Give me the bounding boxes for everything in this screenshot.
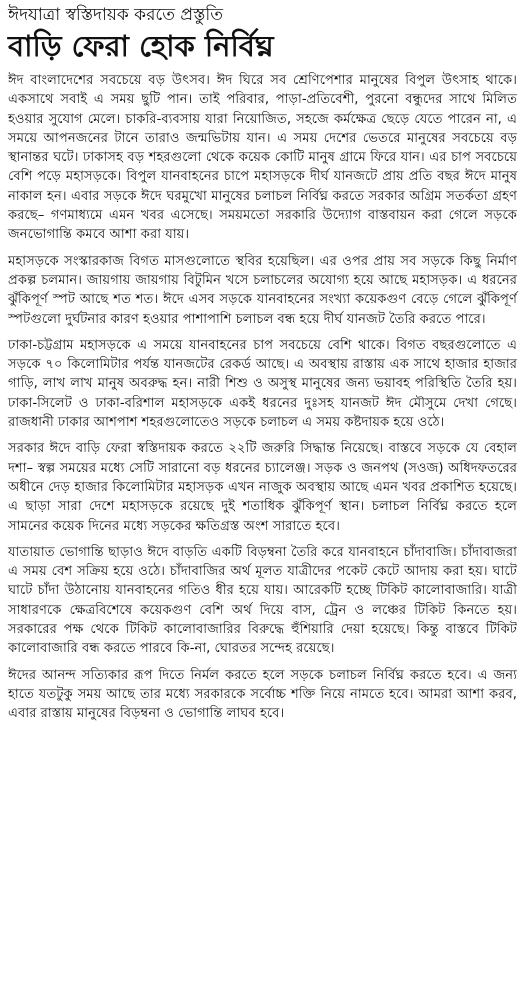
article-paragraph: ঢাকা-চট্টগ্রাম মহাসড়কে এ সময়ে যানবাহনের চাপ সবচেয়ে বেশি থাকে। বিগত বছরগুলোতে এ সড়কে ৭০ কিলোমিটার পর্যন্ত যানজটের রেকর্ড আছে। এ অবস্থায় রাস্তায় এক সাথে হাজার হাজার গাড়ি, লাখ লাখ মানুষ অবরুদ্ধ হন। নারী শিশু ও অসুস্থ মানুষের জন্য ভয়াবহ পরিস্থিতি তৈরি হয়। ঢাকা-সিলেট ও ঢাকা-বরিশাল মহাসড়কে একই ধরনের দুঃসহ যানজট ঈদ মৌসুমে দেখা গেছে। রাজধানী ঢাকার আশপাশ শহরগুলোতেও সড়কে চলাচল এ সময় কষ্টদায়ক হয়ে ওঠে। [8, 337, 517, 431]
article-body [8, 71, 517, 724]
article-paragraph: মহাসড়কে সংস্কারকাজ বিগত মাসগুলোতে স্থবির হয়েছিল। এর ওপর প্রায় সব সড়কে কিছু নির্মাণ প্রকল্প চলমান। জায়গায় জায়গায় বিটুমিন খসে চলাচলের অযোগ্য হয়ে আছে মহাসড়ক। এ ধরনের ঝুঁকিপূর্ণ স্পট আছে শত শত। ঈদে এসব সড়কে যানবাহনের সংখ্যা কয়েকগুণ বেড়ে গেলে ঝুঁকিপূর্ণ স্পটগুলো দুর্ঘটনার কারণ হওয়ার পাশাপাশি চলাচল বন্ধ হয়ে দীর্ঘ যানজট তৈরি করতে পারে। [8, 253, 517, 327]
article-headline: বাড়ি ফেরা হোক নির্বিঘ্ন [8, 29, 274, 63]
article-paragraph: ঈদ বাংলাদেশের সবচেয়ে বড় উৎসব। ঈদ ঘিরে সব শ্রেণিপেশার মানুষের বিপুল উৎসাহ থাকে। একসাথে সবাই এ সময় ছুটি পান। তাই পরিবার, পাড়া-প্রতিবেশী, পুরনো বন্ধুদের সাথে মিলিত হওয়ার সুযোগ মেলে। চাকরি-ব্যবসায় যারা নিয়োজিত, সহজে কর্মক্ষেত্র ছেড়ে যেতে পারেন না, এ সময়ে আপনজনের টানে তারাও জন্মভিটায় যান। এ সময় দেশের ভেতরে মানুষের সবচেয়ে বড় স্থানান্তর ঘটে। ঢাকাসহ বড় শহরগুলো থেকে কয়েক কোটি মানুষ গ্রামে ফিরে যান। এর চাপ সবচেয়ে বেশি পড়ে মহাসড়কে। বিপুল যানবাহনের চাপে মহাসড়কে দীর্ঘ যানজটে প্রায় প্রতি বছর ঈদে মানুষ নাকাল হন। এবার সড়কে ঈদে ঘরমুখো মানুষের চলাচল নির্বিঘ্ন করতে সরকার অগ্রিম সতর্কতা গ্রহণ করছে– গণমাধ্যমে এমন খবর এসেছে। সময়মতো সরকারি উদ্যোগ বাস্তবায়ন করা গেলে সড়কে জনভোগান্তি কমবে আশা করা যায়। [8, 73, 517, 243]
article-paragraph: ঈদের আনন্দ সত্যিকার রূপ দিতে নির্মল করতে হলে সড়কে চলাচল নির্বিঘ্ন করতে হবে। এ জন্য হাতে যতটুকু সময় আছে তার মধ্যে সরকারকে সর্বোচ্চ শক্তি নিয়ে নামতে হবে। আমরা আশা করব, এবার রাস্তায় মানুষের বিড়ম্বনা ও ভোগান্তি লাঘব হবে। [8, 667, 517, 722]
article-kicker: ঈদযাত্রা স্বস্তিদায়ক করতে প্রস্তুতি [8, 5, 223, 25]
article-paragraph: সরকার ঈদে বাড়ি ফেরা স্বস্তিদায়ক করতে ২২টি জরুরি সিদ্ধান্ত নিয়েছে। বাস্তবে সড়কে যে বেহাল দশা– স্বল্প সময়ের মধ্যে সেটি সারানো বড় ধরনের চ্যালেঞ্জ। সড়ক ও জনপথ (সওজ) অধিদফতরের অধীনে দেড় হাজার কিলোমিটার মহাসড়ক এখন নাজুক অবস্থায় আছে এমন খবর প্রকাশিত হয়েছে। এ ছাড়া সারা দেশে মহাসড়কে রয়েছে দুই শতাধিক ঝুঁকিপূর্ণ স্থান। চলাচল নির্বিঘ্ন করতে হলে সামনের কয়েক দিনের মধ্যে সড়কের ক্ষতিগ্রস্ত অংশ সারাতে হবে। [8, 441, 517, 534]
article-paragraph: যাতায়াত ভোগান্তি ছাড়াও ঈদে বাড়তি একটি বিড়ম্বনা তৈরি করে যানবাহনে চাঁদাবাজি। চাঁদাবাজরা এ সময় বেশ সক্রিয় হয়ে ওঠে। চাঁদাবাজির অর্থ মূলত যাত্রীদের পকেট কেটে আদায় করা হয়। ঘাটে ঘাটে চাঁদা উঠানোয় যানবাহনের গতিও ধীর হয়ে যায়। আরেকটি হচ্ছে টিকিট কালোবাজারি। যাত্রী সাধারণকে ক্ষেত্রবিশেষে কয়েকগুণ বেশি অর্থ দিয়ে বাস, ট্রেন ও লঞ্চের টিকিট কিনতে হয়। সরকারের পক্ষ থেকে টিকিট কালোবাজারির বিরুদ্ধে হুঁশিয়ারি দেয়া হয়েছে। কিন্তু বাস্তবে টিকিট কালোবাজারি বন্ধ করতে পারবে কি-না, ঘোরতর সন্দেহ রয়েছে। [8, 544, 517, 657]
